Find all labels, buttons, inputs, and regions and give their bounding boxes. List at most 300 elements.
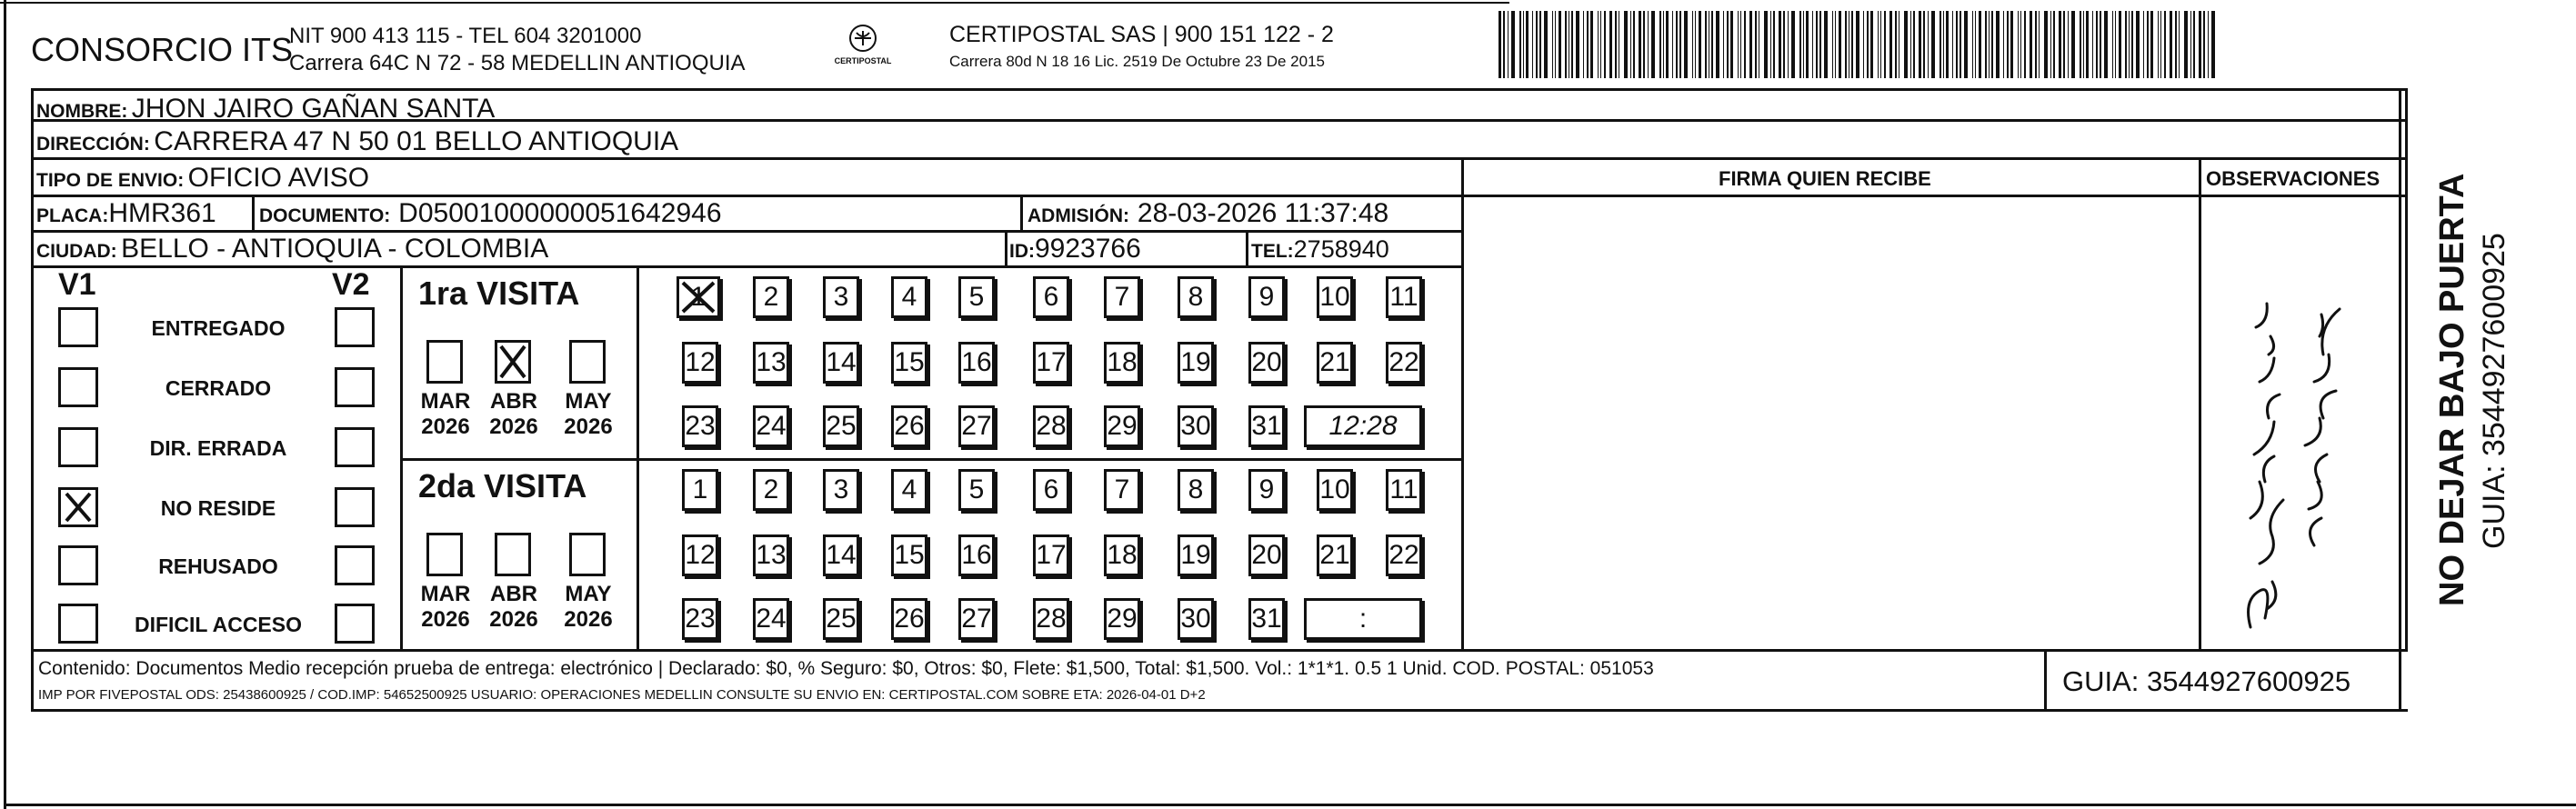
day-box[interactable]: 20: [1248, 534, 1285, 576]
barcode-bar: [2160, 11, 2161, 78]
barcode-bar: [2119, 11, 2121, 78]
time-box[interactable]: :: [1304, 598, 1422, 640]
side-guia: GUIA: 3544927600925: [2477, 233, 2511, 549]
barcode-bar: [1676, 11, 1678, 78]
col-divider: [2199, 157, 2201, 649]
barcode-bar: [1880, 11, 1881, 78]
month-checkbox[interactable]: [426, 340, 463, 384]
day-box[interactable]: 13: [753, 534, 789, 576]
barcode-bar: [1952, 11, 1953, 78]
day-box[interactable]: 10: [1317, 276, 1353, 318]
barcode-bar: [1856, 11, 1859, 78]
barcode-bar: [1878, 11, 1879, 78]
barcode-bar: [1576, 11, 1579, 78]
v2-label: V2: [332, 267, 370, 302]
col-divider: [1246, 230, 1248, 265]
carrier-name: CERTIPOSTAL SAS | 900 151 122 - 2: [949, 22, 1334, 47]
status-label: DIFICIL ACCESO: [134, 613, 302, 636]
barcode-bar: [1624, 11, 1628, 78]
imp-text: IMP POR FIVEPOSTAL ODS: 25438600925 / COD.IMP: 54652500925 USUARIO: OPERACIONES MEDELLIN CONSULTE SU ENVIO EN: CERTIPOSTAL.COM SOBRE ETA: 2026-04-01 D+2: [38, 687, 1206, 703]
barcode-bar: [2179, 11, 2180, 78]
day-box[interactable]: 17: [1033, 342, 1069, 384]
certipostal-logo: [831, 22, 895, 73]
barcode-bar: [2039, 11, 2040, 78]
day-box[interactable]: 7: [1104, 469, 1140, 511]
month-checkbox[interactable]: [426, 533, 463, 576]
page-top-edge: [0, 2, 1509, 4]
page-left-edge: [4, 0, 6, 809]
barcode-bar: [1663, 11, 1664, 78]
row-divider: [31, 649, 2408, 652]
check-mark-icon: [61, 490, 95, 524]
barcode-bar: [2024, 11, 2026, 78]
day-box[interactable]: 2: [753, 276, 789, 318]
day-box[interactable]: 20: [1248, 342, 1285, 384]
day-box[interactable]: 31: [1248, 598, 1285, 640]
barcode-bar: [1590, 11, 1593, 78]
barcode-bar: [1639, 11, 1641, 78]
v1-checkbox[interactable]: [58, 367, 98, 407]
barcode-bar: [1738, 11, 1739, 78]
day-box[interactable]: 31: [1248, 405, 1285, 447]
barcode-bar: [2007, 11, 2009, 78]
barcode-bar: [1889, 11, 1892, 78]
day-box[interactable]: 9: [1248, 469, 1285, 511]
col-divider: [400, 265, 403, 649]
barcode-bar: [1659, 11, 1661, 78]
month-year: 2026: [564, 414, 613, 439]
barcode-bar: [1695, 11, 1696, 78]
month-label: [414, 582, 477, 633]
contenido-text: Contenido: Documentos Medio recepción prueba de entrega: electrónico | Declarado: $0, % Seguro: $0, Otros: $0, Flete: $1,500, Total: $1,500. Vol.: 1*1*1. 0.5 1 Unid. COD. POSTAL: 051053: [38, 658, 1654, 679]
direccion-label: DIRECCIÓN: CARRERA 47 N 50 01 BELLO ANTIOQUIA: [36, 126, 679, 156]
day-box[interactable]: 28: [1033, 598, 1069, 640]
footer-divider: [2044, 649, 2047, 709]
day-box[interactable]: 16: [958, 342, 995, 384]
day-box[interactable]: 16: [958, 534, 995, 576]
barcode-bar: [2112, 11, 2113, 78]
footer-bottom: [31, 709, 2408, 712]
barcode-bar: [1779, 11, 1781, 78]
barcode-bar: [2020, 11, 2021, 78]
v1-checkbox[interactable]: [58, 604, 98, 644]
barcode-bar: [2030, 11, 2032, 78]
barcode-bar: [2071, 11, 2075, 78]
barcode-bar: [1791, 11, 1795, 78]
barcode-bar: [2143, 11, 2144, 78]
v2-checkbox[interactable]: [335, 487, 375, 527]
barcode-bar: [1684, 11, 1688, 78]
day-box[interactable]: 7: [1104, 276, 1140, 318]
col-divider: [252, 195, 255, 231]
barcode-bar: [1598, 11, 1599, 78]
barcode-bar: [1979, 11, 1981, 78]
barcode-bar: [1895, 11, 1897, 78]
barcode-bar: [1946, 11, 1949, 78]
barcode-bar: [2100, 11, 2101, 78]
company-address: Carrera 64C N 72 - 58 MEDELLIN ANTIOQUIA: [289, 51, 746, 75]
day-box[interactable]: 29: [1104, 405, 1140, 447]
barcode-bar: [1716, 11, 1719, 78]
v1-checkbox[interactable]: [58, 487, 98, 527]
day-box[interactable]: 18: [1104, 342, 1140, 384]
col-divider: [1020, 195, 1023, 231]
barcode-bar: [1964, 11, 1968, 78]
barcode-bar: [1839, 11, 1841, 78]
barcode-bar: [1943, 11, 1944, 78]
day-box[interactable]: 17: [1033, 534, 1069, 576]
month-year: 2026: [564, 607, 613, 632]
barcode-bar: [2190, 11, 2191, 78]
day-box[interactable]: 4: [891, 276, 927, 318]
barcode-bar: [1643, 11, 1645, 78]
month-name: MAY: [565, 389, 612, 414]
day-box[interactable]: 26: [891, 598, 927, 640]
barcode-bar: [2129, 11, 2130, 78]
day-box[interactable]: 11: [1386, 276, 1422, 318]
day-box[interactable]: 28: [1033, 405, 1069, 447]
company-name: CONSORCIO ITS: [31, 31, 294, 68]
no-dejar-bajo-puerta: NO DEJAR BAJO PUERTA: [2433, 173, 2471, 606]
day-box[interactable]: 9: [1248, 276, 1285, 318]
page-bottom-edge: [4, 804, 2576, 806]
barcode: [1498, 11, 2217, 78]
barcode-bar: [1972, 11, 1973, 78]
barcode-bar: [1672, 11, 1673, 78]
barcode-bar: [1705, 11, 1707, 78]
day-box[interactable]: 4: [891, 469, 927, 511]
day-box[interactable]: 12: [682, 534, 718, 576]
barcode-bar: [1523, 11, 1524, 78]
barcode-bar: [1508, 11, 1509, 78]
barcode-bar: [1956, 11, 1958, 78]
barcode-bar: [1824, 11, 1828, 78]
barcode-bar: [1989, 11, 1990, 78]
barcode-bar: [2104, 11, 2108, 78]
tipo-label: TIPO DE ENVIO: OFICIO AVISO: [36, 163, 370, 193]
barcode-bar: [1503, 11, 1505, 78]
day-box[interactable]: 14: [823, 534, 859, 576]
barcode-bar: [2131, 11, 2133, 78]
month-checkbox[interactable]: [495, 340, 531, 384]
barcode-bar: [1609, 11, 1612, 78]
documento-value: D05001000000051642946: [398, 198, 722, 228]
barcode-bar: [1991, 11, 1993, 78]
month-checkbox[interactable]: [569, 340, 606, 384]
svg-text:CERTIPOSTAL: CERTIPOSTAL: [834, 56, 892, 65]
barcode-bar: [1679, 11, 1681, 78]
barcode-bar: [1544, 11, 1548, 78]
barcode-bar: [1744, 11, 1746, 78]
company-nit: NIT 900 413 115 - TEL 604 3201000: [289, 24, 642, 48]
v2-checkbox[interactable]: [335, 545, 375, 585]
barcode-bar: [1711, 11, 1713, 78]
barcode-bar: [2080, 11, 2081, 78]
day-box[interactable]: 14: [823, 342, 859, 384]
month-name: ABR: [490, 389, 537, 414]
day-box[interactable]: 29: [1104, 598, 1140, 640]
barcode-bar: [1803, 11, 1804, 78]
v2-checkbox[interactable]: [335, 604, 375, 644]
barcode-bar: [1770, 11, 1771, 78]
month-label: [556, 582, 620, 633]
v1-checkbox[interactable]: [58, 545, 98, 585]
barcode-bar: [2147, 11, 2149, 78]
barcode-bar: [2053, 11, 2055, 78]
day-box[interactable]: 30: [1178, 405, 1214, 447]
barcode-bar: [1539, 11, 1541, 78]
visit-title: 1ra VISITA: [418, 275, 580, 312]
barcode-bar: [1633, 11, 1635, 78]
barcode-bar: [1552, 11, 1553, 78]
day-box[interactable]: 18: [1104, 534, 1140, 576]
barcode-bar: [1519, 11, 1521, 78]
day-box[interactable]: 11: [1386, 469, 1422, 511]
check-mark-icon: [497, 343, 528, 381]
barcode-bar: [1985, 11, 1987, 78]
barcode-bar: [2199, 11, 2201, 78]
barcode-bar: [1699, 11, 1701, 78]
barcode-bar: [2010, 11, 2013, 78]
barcode-bar: [2150, 11, 2153, 78]
day-box[interactable]: 23: [682, 405, 718, 447]
footer-left: [31, 649, 34, 709]
v1-checkbox[interactable]: [58, 307, 98, 347]
month-year: 2026: [421, 414, 470, 439]
day-box[interactable]: 5: [958, 276, 995, 318]
row-divider: [31, 195, 2408, 197]
barcode-bar: [2193, 11, 2195, 78]
ciudad-label: CIUDAD: BELLO - ANTIOQUIA - COLOMBIA: [36, 234, 549, 264]
month-name: MAY: [565, 582, 612, 606]
barcode-bar: [2018, 11, 2019, 78]
barcode-bar: [1863, 11, 1864, 78]
barcode-bar: [1604, 11, 1606, 78]
barcode-bar: [2068, 11, 2069, 78]
barcode-bar: [1884, 11, 1886, 78]
footer-right: [2399, 649, 2401, 709]
day-box[interactable]: 25: [823, 598, 859, 640]
barcode-bar: [1960, 11, 1961, 78]
observaciones-label: OBSERVACIONES: [2206, 167, 2381, 190]
barcode-bar: [1511, 11, 1515, 78]
v1-label: V1: [58, 267, 96, 302]
barcode-bar: [1867, 11, 1869, 78]
barcode-bar: [1723, 11, 1724, 78]
barcode-bar: [1559, 11, 1561, 78]
carrier-address: Carrera 80d N 18 16 Lic. 2519 De Octubre 23 De 2015: [949, 53, 1325, 70]
barcode-bar: [1931, 11, 1935, 78]
barcode-bar: [1923, 11, 1925, 78]
v2-checkbox[interactable]: [335, 427, 375, 467]
day-box[interactable]: 26: [891, 405, 927, 447]
barcode-bar: [1565, 11, 1567, 78]
barcode-bar: [2115, 11, 2116, 78]
day-box[interactable]: 5: [958, 469, 995, 511]
month-name: MAR: [420, 582, 471, 606]
barcode-bar: [1928, 11, 1929, 78]
row-divider: [400, 458, 1461, 461]
barcode-bar: [2050, 11, 2051, 78]
status-label: NO RESIDE: [160, 496, 276, 520]
barcode-bar: [1773, 11, 1775, 78]
day-box[interactable]: 27: [958, 405, 995, 447]
day-box[interactable]: 15: [891, 342, 927, 384]
month-label: [414, 389, 477, 440]
day-box[interactable]: 6: [1033, 276, 1069, 318]
barcode-bar: [1587, 11, 1589, 78]
row-divider: [31, 157, 2408, 160]
day-box[interactable]: 23: [682, 598, 718, 640]
barcode-bar: [1919, 11, 1921, 78]
day-box[interactable]: 19: [1178, 534, 1214, 576]
v2-checkbox[interactable]: [335, 367, 375, 407]
barcode-bar: [1727, 11, 1729, 78]
barcode-bar: [2184, 11, 2188, 78]
barcode-bar: [1536, 11, 1538, 78]
form-frame: [31, 88, 2408, 652]
barcode-bar: [2208, 11, 2209, 78]
barcode-bar: [2096, 11, 2098, 78]
day-box[interactable]: 19: [1178, 342, 1214, 384]
col-divider: [636, 265, 639, 649]
ciudad-value: BELLO - ANTIOQUIA - COLOMBIA: [121, 234, 549, 264]
barcode-bar: [2044, 11, 2048, 78]
barcode-bar: [1783, 11, 1785, 78]
barcode-bar: [1555, 11, 1556, 78]
barcode-bar: [2175, 11, 2177, 78]
barcode-bar: [2136, 11, 2140, 78]
day-box[interactable]: 30: [1178, 598, 1214, 640]
placa-label: PLACA:HMR361: [36, 198, 216, 228]
day-box[interactable]: 25: [823, 405, 859, 447]
barcode-bar: [1913, 11, 1915, 78]
day-box[interactable]: 12: [682, 342, 718, 384]
month-name: ABR: [490, 582, 537, 606]
admision-value: 28-03-2026 11:37:48: [1137, 198, 1389, 228]
direccion-value: CARRERA 47 N 50 01 BELLO ANTIOQUIA: [154, 126, 679, 156]
id-value: 9923766: [1035, 234, 1141, 264]
barcode-bar: [1630, 11, 1631, 78]
day-box[interactable]: 27: [958, 598, 995, 640]
id-label: ID:9923766: [1009, 234, 1141, 264]
barcode-bar: [1788, 11, 1789, 78]
day-box[interactable]: 10: [1317, 469, 1353, 511]
time-box[interactable]: 12:28: [1304, 405, 1422, 447]
col-divider: [1005, 230, 1007, 265]
status-label: DIR. ERRADA: [149, 436, 287, 460]
month-name: MAR: [420, 389, 471, 414]
barcode-bar: [1819, 11, 1821, 78]
barcode-bar: [1740, 11, 1741, 78]
barcode-bar: [1764, 11, 1768, 78]
barcode-bar: [1806, 11, 1809, 78]
barcode-bar: [1583, 11, 1584, 78]
day-box[interactable]: 8: [1178, 276, 1214, 318]
barcode-bar: [1832, 11, 1833, 78]
col-divider: [1461, 157, 1464, 649]
day-box[interactable]: 2: [753, 469, 789, 511]
barcode-bar: [2092, 11, 2093, 78]
day-box[interactable]: 24: [753, 598, 789, 640]
barcode-bar: [2170, 11, 2172, 78]
barcode-bar: [1526, 11, 1529, 78]
day-box[interactable]: 1: [682, 469, 718, 511]
day-box[interactable]: 21: [1317, 342, 1353, 384]
firma-label: FIRMA QUIEN RECIBE: [1719, 167, 1931, 190]
barcode-bar: [2059, 11, 2061, 78]
barcode-bar: [2158, 11, 2159, 78]
day-box[interactable]: 3: [823, 276, 859, 318]
barcode-bar: [1651, 11, 1655, 78]
barcode-bar: [1498, 11, 1501, 78]
tel-value: 2758940: [1293, 235, 1389, 263]
barcode-bar: [1910, 11, 1911, 78]
barcode-bar: [2164, 11, 2166, 78]
status-label: CERRADO: [165, 376, 272, 400]
barcode-bar: [2211, 11, 2215, 78]
footer-guia: GUIA: 3544927600925: [2062, 665, 2351, 697]
barcode-bar: [1996, 11, 2000, 78]
month-label: [556, 389, 620, 440]
observaciones-handwriting: [2232, 273, 2360, 636]
barcode-bar: [1799, 11, 1801, 78]
visit-title: 2da VISITA: [418, 467, 587, 504]
month-year: 2026: [421, 607, 470, 632]
barcode-bar: [1666, 11, 1669, 78]
barcode-bar: [1851, 11, 1853, 78]
nombre-value: JHON JAIRO GAÑAN SANTA: [131, 94, 496, 124]
month-label: [482, 582, 546, 633]
month-year: 2026: [489, 414, 538, 439]
v2-checkbox[interactable]: [335, 307, 375, 347]
documento-label: DOCUMENTO: D05001000000051642946: [259, 198, 722, 228]
day-box[interactable]: 15: [891, 534, 927, 576]
day-box[interactable]: 22: [1386, 534, 1422, 576]
v1-checkbox[interactable]: [58, 427, 98, 467]
month-label: [482, 389, 546, 440]
day-box[interactable]: 6: [1033, 469, 1069, 511]
day-box[interactable]: 8: [1178, 469, 1214, 511]
barcode-bar: [1940, 11, 1941, 78]
tel-label: TEL:2758940: [1251, 235, 1389, 263]
barcode-bar: [1615, 11, 1617, 78]
day-box[interactable]: 13: [753, 342, 789, 384]
month-year: 2026: [489, 607, 538, 632]
day-box[interactable]: 3: [823, 469, 859, 511]
month-checkbox[interactable]: [495, 533, 531, 576]
day-box[interactable]: 24: [753, 405, 789, 447]
barcode-bar: [1749, 11, 1752, 78]
month-checkbox[interactable]: [569, 533, 606, 576]
barcode-bar: [2063, 11, 2065, 78]
barcode-bar: [1692, 11, 1693, 78]
day-box[interactable]: 21: [1317, 534, 1353, 576]
barcode-bar: [1835, 11, 1836, 78]
admision-label: ADMISIÓN: 28-03-2026 11:37:48: [1027, 198, 1389, 228]
barcode-bar: [2125, 11, 2127, 78]
tipo-value: OFICIO AVISO: [187, 163, 370, 193]
barcode-bar: [2035, 11, 2037, 78]
day-box[interactable]: [677, 276, 720, 318]
barcode-bar: [2086, 11, 2089, 78]
barcode-bar: [1816, 11, 1818, 78]
barcode-bar: [1845, 11, 1847, 78]
day-box[interactable]: 22: [1386, 342, 1422, 384]
barcode-bar: [2083, 11, 2084, 78]
status-label: ENTREGADO: [151, 316, 286, 340]
barcode-bar: [1812, 11, 1813, 78]
